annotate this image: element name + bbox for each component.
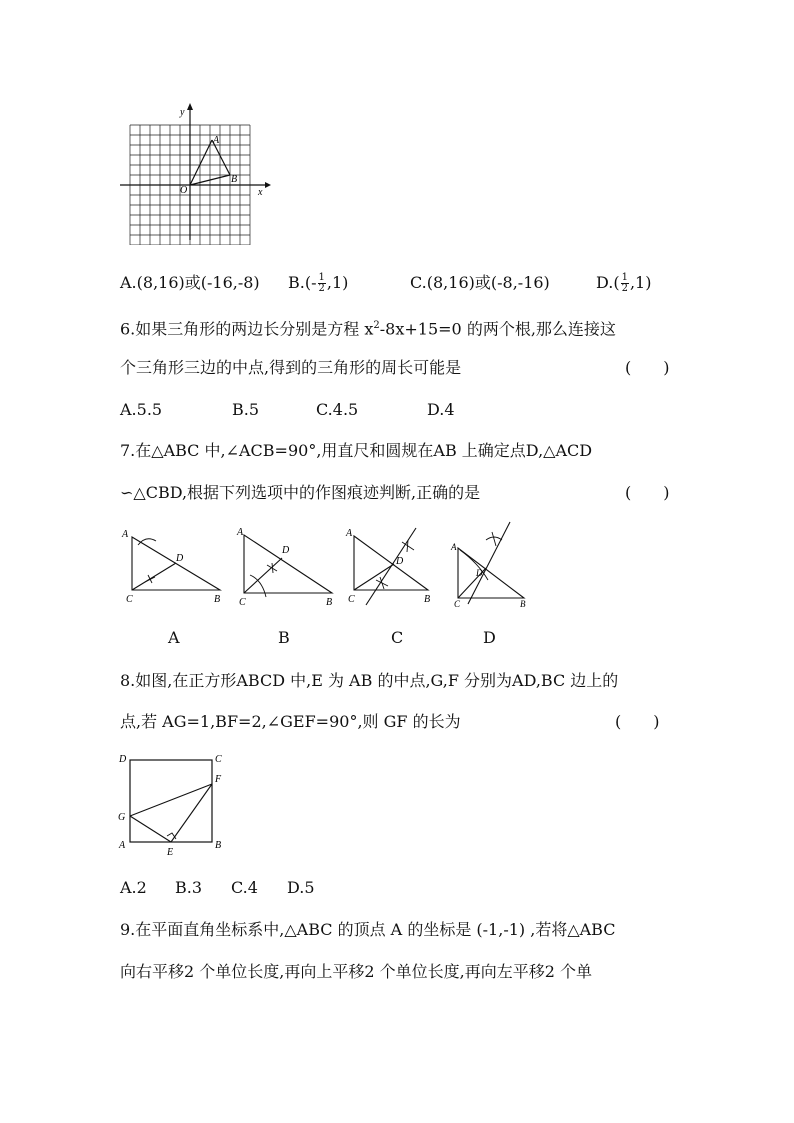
q5-option-c: C.(8,16)或(-8,-16) xyxy=(410,273,550,292)
label-d: D xyxy=(476,568,483,578)
perpendicular-bisector xyxy=(366,528,416,605)
label-c: C xyxy=(215,754,222,765)
construction-line xyxy=(468,522,510,604)
q9-line-2: 向右平移2 个单位长度,再向上平移2 个单位长度,再向左平移2 个单 xyxy=(120,962,592,981)
label-a: A xyxy=(122,529,129,540)
construction-arc xyxy=(460,550,488,580)
cevian-cd xyxy=(132,563,176,590)
q6-option-c: C.4.5 xyxy=(316,400,359,419)
q7-line-2: ∽△CBD,根据下列选项中的作图痕迹判断,正确的是 xyxy=(120,483,481,502)
x-axis-arrow xyxy=(265,182,271,188)
construction-cross xyxy=(486,532,502,546)
q6-option-a: A.5.5 xyxy=(120,400,163,419)
q7-caption-b: B xyxy=(278,628,290,647)
q8-option-d: D.5 xyxy=(287,878,315,897)
q8-option-c: C.4 xyxy=(231,878,258,897)
label-c: C xyxy=(239,597,246,608)
cevian-cd xyxy=(354,564,394,590)
label-d: D xyxy=(176,553,184,564)
label-b: B xyxy=(214,594,221,605)
triangle xyxy=(244,535,332,593)
q5-option-a: A.(8,16)或(-16,-8) xyxy=(120,273,260,292)
y-axis-arrow xyxy=(187,103,193,110)
construction-arc xyxy=(138,539,156,545)
q5-option-b-suffix: ,1) xyxy=(326,273,349,292)
label-b: B xyxy=(231,174,238,185)
label-e: E xyxy=(167,847,174,858)
label-b: B xyxy=(326,597,333,608)
label-b: B xyxy=(215,840,222,851)
label-d: D xyxy=(396,556,404,567)
label-g: G xyxy=(118,812,126,823)
triangle xyxy=(354,536,428,590)
segment-gf xyxy=(130,784,212,816)
q8-line-2: 点,若 AG=1,BF=2,∠GEF=90°,则 GF 的长为 xyxy=(120,712,461,731)
label-c: C xyxy=(126,594,133,605)
fraction-denominator: 2 xyxy=(621,283,628,294)
label-b: B xyxy=(424,594,431,605)
label-d: D xyxy=(282,545,290,556)
coordinate-grid-figure xyxy=(115,100,275,245)
q6-option-d: D.4 xyxy=(427,400,455,419)
q7-figure-a xyxy=(118,525,228,610)
q7-caption-c: C xyxy=(391,628,404,647)
q5-option-d-prefix: D.( xyxy=(596,273,620,292)
label-f: F xyxy=(215,774,222,785)
q7-caption-d: D xyxy=(483,628,496,647)
q7-caption-a: A xyxy=(168,628,180,647)
segment-ef xyxy=(171,784,212,842)
q7-line-1: 7.在△ABC 中,∠ACB=90°,用直尺和圆规在AB 上确定点D,△ACD xyxy=(120,441,593,460)
q8-option-b: B.3 xyxy=(175,878,203,897)
q8-line-1: 8.如图,在正方形ABCD 中,E 为 AB 的中点,G,F 分别为AD,BC 边上的 xyxy=(120,671,619,690)
q8-square-figure xyxy=(115,748,230,858)
label-a: A xyxy=(213,135,220,146)
label-c: C xyxy=(454,599,461,609)
label-d: D xyxy=(119,754,127,765)
label-x: x xyxy=(258,187,263,198)
q6-line-1 xyxy=(120,316,616,339)
fraction-numerator: 1 xyxy=(621,272,628,283)
label-a: A xyxy=(451,542,457,552)
label-a: A xyxy=(237,527,244,538)
q7-figure-c xyxy=(344,520,444,610)
label-o: O xyxy=(180,185,188,196)
label-y: y xyxy=(180,107,185,118)
label-a: A xyxy=(119,840,126,851)
segment-ge xyxy=(130,816,171,842)
segment-oa xyxy=(190,140,212,185)
q6-line-2: 个三角形三边的中点,得到的三角形的周长可能是 xyxy=(120,358,462,377)
fraction xyxy=(318,273,326,294)
q8-answer-paren: ( ) xyxy=(615,712,660,731)
fraction xyxy=(621,273,629,294)
label-c: C xyxy=(348,594,355,605)
q5-option-d-suffix: ,1) xyxy=(629,273,652,292)
q7-figure-d xyxy=(448,518,538,610)
fraction-denominator: 2 xyxy=(318,283,325,294)
triangle xyxy=(458,548,524,598)
q6-line-1-prefix: 6.如果三角形的两边长分别是方程 x xyxy=(120,319,374,339)
q7-answer-paren: ( ) xyxy=(625,483,670,502)
q6-line-1-suffix: -8x+15=0 的两个根,那么连接这 xyxy=(379,319,616,339)
q5-option-d xyxy=(596,273,651,294)
q8-option-a: A.2 xyxy=(120,878,147,897)
label-b: B xyxy=(520,599,526,609)
q5-option-b xyxy=(288,273,348,294)
q9-line-1: 9.在平面直角坐标系中,△ABC 的顶点 A 的坐标是 (-1,-1) ,若将△ABC xyxy=(120,920,616,939)
q6-answer-paren: ( ) xyxy=(625,358,670,377)
fraction-numerator: 1 xyxy=(318,272,325,283)
q7-figure-b xyxy=(232,525,342,610)
q5-option-b-prefix: B.(- xyxy=(288,273,317,292)
label-a: A xyxy=(346,528,353,539)
q6-option-b: B.5 xyxy=(232,400,260,419)
q6-exponent: 2 xyxy=(373,320,380,331)
